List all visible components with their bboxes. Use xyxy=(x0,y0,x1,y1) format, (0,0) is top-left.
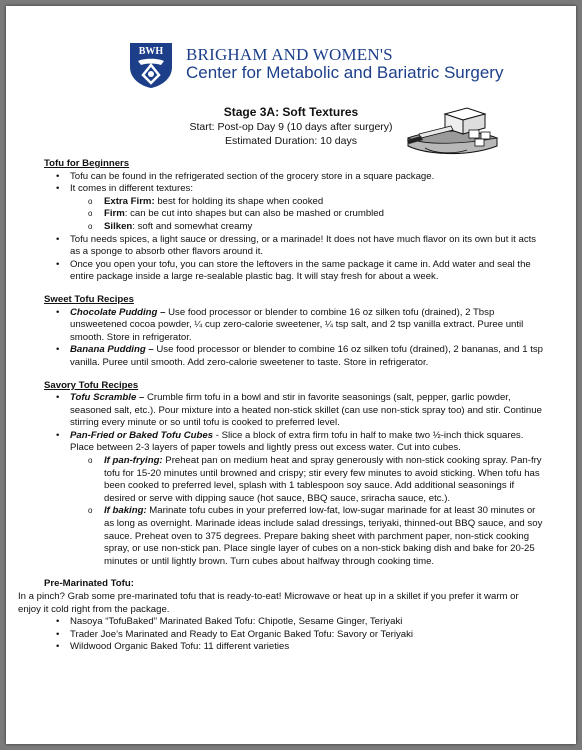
section-heading-savory: Savory Tofu Recipes xyxy=(44,379,139,391)
section-heading-beginners: Tofu for Beginners xyxy=(44,158,130,169)
list-item xyxy=(70,307,544,345)
product-text: Trader Joe’s Marinated and Ready to Eat Organic Baked Tofu: Savory or Teriyaki xyxy=(70,628,414,640)
recipe-text: Use food processor or blender to combine 16 oz silken tofu (drained), 2 bananas, and 1 tsp vanilla. Puree until smooth. Add zero-calorie sweetener to taste. Store in refrigerator. xyxy=(70,344,544,368)
texture-label: Firm xyxy=(104,208,125,220)
product-text: Wildwood Organic Baked Tofu: 11 different varieties xyxy=(70,641,290,653)
logo-text: BWH xyxy=(138,46,164,57)
texture-label: Silken xyxy=(104,220,133,232)
recipe-name: Chocolate Pudding – xyxy=(70,306,166,318)
list-item xyxy=(104,208,544,221)
texture-text: : soft and somewhat creamy xyxy=(132,220,253,232)
product-text: Nasoya “TofuBaked” Marinated Baked Tofu: Chipotle, Sesame Ginger, Teriyaki xyxy=(70,616,403,628)
beginners-list xyxy=(44,171,544,284)
texture-text: : can be cut into shapes but can also be mashed or crumbled xyxy=(124,208,384,220)
method-text: Marinate tofu cubes in your preferred low-fat, low-sugar marinade for at least 30 minutes or as long as overnight. Marinade ideas include salad dressings, teriyaki, thinned-out BBQ sauce, and soy sauce. Preheat oven to 375 degrees. Prepare baking sheet with parchment paper, non-stick cooking spray, or use non-stick pan. Place single layer of cubes on a non-stick baking dish and bake for 20-25 minutes or until lightly brown. Turn cubes about halfway through cooking time. xyxy=(104,505,543,567)
list-item xyxy=(104,455,544,505)
recipe-name: Tofu Scramble – xyxy=(70,392,145,404)
bwh-shield-logo xyxy=(128,41,174,89)
method-text: Preheat pan on medium heat and spray generously with non-stick cooking spray. Pan-fry tofu for 15-20 minutes until browned and crispy; stir every few minutes to avoid sticking. When tofu has been cooked to preferred level, splash with 1 tablespoon soy sauce. Add additional seasonings if desired or serve with dipping sauce (hot sauce, BBQ sauce, sriracha sauce, etc.). xyxy=(104,455,542,504)
sweet-recipes-list xyxy=(44,307,544,370)
letterhead xyxy=(128,41,504,89)
savory-recipes-list xyxy=(44,392,544,568)
texture-text: best for holding its shape when cooked xyxy=(154,195,324,207)
list-item xyxy=(70,430,544,569)
list-item xyxy=(70,234,544,259)
start-line: Start: Post-op Day 9 (10 days after surgery) xyxy=(189,121,393,133)
document-page xyxy=(6,6,576,744)
recipe-name: Banana Pudding – xyxy=(70,344,154,356)
bullet-text: Tofu can be found in the refrigerated section of the grocery store in a square package. xyxy=(70,170,435,182)
list-item xyxy=(70,392,544,430)
center-name: Center for Metabolic and Bariatric Surgery xyxy=(186,63,504,82)
method-name: If pan-frying: xyxy=(104,455,163,467)
texture-label: Extra Firm: xyxy=(104,195,155,207)
recipe-name: Pan-Fried or Baked Tofu Cubes xyxy=(70,429,214,441)
list-item xyxy=(104,221,544,234)
recipe-text: Use food processor or blender to combine 16 oz silken tofu (drained), 2 Tbsp unsweetened cocoa powder, ¼ cup zero-calorie sweetener, ¼ tsp salt, and 2 tsp vanilla extract. Puree until smooth. Store in refrigerator. xyxy=(70,306,524,343)
premarinated-list xyxy=(44,616,544,654)
section-heading-sweet: Sweet Tofu Recipes xyxy=(44,293,134,305)
list-item xyxy=(104,505,544,568)
bullet-text: Once you open your tofu, you can store the leftovers in the same package it came in. Add water and seal the entire package inside a large re-sealable plastic bag. It will stay fresh for about a week. xyxy=(70,258,531,283)
list-item xyxy=(70,344,544,369)
list-item xyxy=(70,259,544,284)
premarinated-intro: In a pinch? Grab some pre-marinated tofu that is ready-to-eat! Microwave or heat up in a skillet if you prefer it warm or enjoy it cold right from the package. xyxy=(18,591,519,615)
document-body xyxy=(18,158,544,654)
institution-name: BRIGHAM AND WOMEN'S xyxy=(186,45,393,64)
list-item xyxy=(70,641,544,654)
list-item xyxy=(104,196,544,209)
list-item xyxy=(70,629,544,642)
method-name: If baking: xyxy=(104,505,147,517)
list-item xyxy=(70,183,544,233)
recipe-text: Crumble firm tofu in a bowl and stir in favorite seasonings (salt, pepper, garlic powder, seasoned salt, etc.). Pour mixture into a heated non-stick skillet (can use non-stick spray too) and stir. Continue stirring every minute or so until tofu is cooked to preferred level. xyxy=(70,392,542,429)
duration-line: Estimated Duration: 10 days xyxy=(225,135,357,147)
bullet-text: It comes in different textures: xyxy=(70,183,193,195)
recipe-text: - Slice a block of extra firm tofu in half to make two ½-inch thick squares. Place between 2-3 layers of paper towels and lightly press out excess water. Cut into cubes. xyxy=(70,429,524,454)
texture-list xyxy=(70,196,544,234)
stage-title: Stage 3A: Soft Textures xyxy=(223,105,359,119)
cooking-method-list xyxy=(70,455,544,568)
bullet-text: Tofu needs spices, a light sauce or dressing, or a marinade! It does not have much flavor on its own but it acts as a sponge to absorb other flavors around it. xyxy=(70,233,537,258)
list-item xyxy=(70,616,544,629)
section-heading-premarinated: Pre-Marinated Tofu: xyxy=(44,578,134,590)
list-item xyxy=(70,171,544,184)
